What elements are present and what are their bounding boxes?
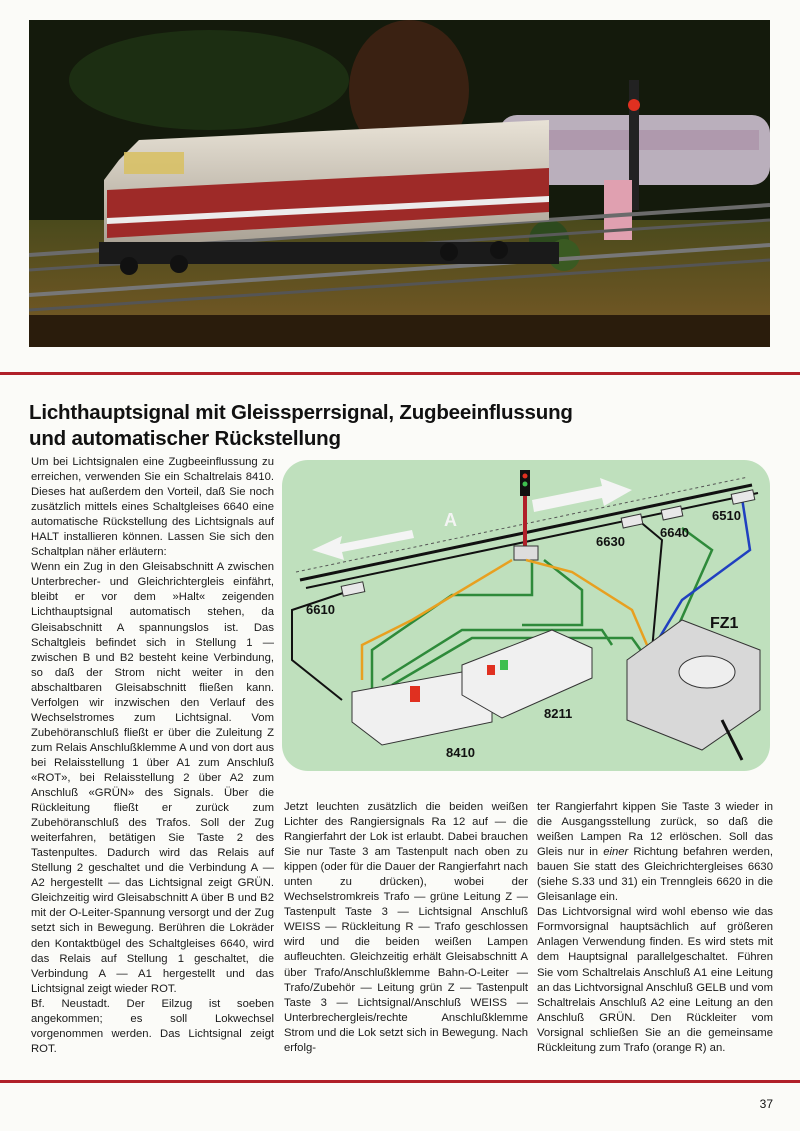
text-column-3 <box>537 800 773 1070</box>
label-6630: 6630 <box>596 534 625 549</box>
title-line-1: Lichthauptsignal mit Gleissperrsignal, Zugbeeinflussung <box>29 401 573 424</box>
label-6510: 6510 <box>712 508 741 523</box>
text-run: ter Rangierfahrt kippen Sie Taste 3 wieder in die Ausgangsstellung zurück, so daß die weißen Lampen Ra 12 erlöschen. Soll das Gleis nur in <box>537 801 773 859</box>
wiring-diagram-svg <box>282 460 770 771</box>
paragraph: Das Lichtvorsignal wird wohl ebenso wie das Formvorsignal hauptsächlich auf größeren Anlagen Verwendung finden. Es wird stets mit dem Hauptsignal parallelgeschaltet. Führen Sie vom Schaltrelais Anschluß A1 eine Leitung an das Lichtvorsignal Anschluß GELB und vom Schaltrelais Anschluß A2 eine Leitung an den Anschluß GRÜN. Den Rückleiter vom Vorsignal schließen Sie an die gemeinsame Rückleitung zum Trafo (orange R) an. <box>537 906 773 1054</box>
signal-mast <box>523 496 527 548</box>
paragraph: Jetzt leuchten zusätzlich die beiden weißen Lichter des Rangiersignals Ra 12 auf — die Rangierfahrt der Lok ist erlaubt. Dabei brauchen Sie nur Taste 3 am Tastenpult nach oben zu kippen (oder für die Dauer der Rangierfahrt nach unten zu drücken), wobei der Wechselstromkreis Trafo — grüne Leitung Z — Tastenpult Taste 3 — Lichtsignal Anschluß WEISS — Rückleitung R — Trafo geschlossen wird und die beiden weißen Lampen aufleuchten. Gleichzeitig erhält Gleisabschnitt A über Trafo/Anschlußklemme Bahn-O-Leiter — Trafo/Zubehör — Leitung grün Z — Tastenpult Taste 3 — Lichtsignal/Anschluß WEISS — Unterbrechergleis/rechte Anschlußklemme Strom und die Lok setzt sich in Bewegung. Nach erfolg- <box>284 801 528 1054</box>
page-number: 37 <box>759 1097 773 1111</box>
paragraph: Wenn ein Zug in den Gleisabschnitt A zwischen Unterbrecher- und Gleichrichtergleis einfährt, bleibt er vor dem »Halt« zeigenden Lichthauptsignal automatisch stehen, da Gleisabschnitt A spannungslos ist. Das Schaltgleis befindet sich in Stellung 1 — zwischen B und B2 besteht keine Verbindung, so daß der Strom nicht weiter in den abschaltbaren Gleisabschnitt fließen kann. Verfolgen wir inzwischen den Verlauf des Wechselstromes zum Lichtsignal. Vom Zubehöranschluß fließt er über die Zuleitung Z zum Relais Anschlußklemme A und von dort aus bei Relaisstellung 1 über A1 zum Anschluß «ROT», bei Relaisstellung 2 über A2 zum Anschluß «GRÜN» des Signals. Über die Rückleitung fließt er zurück zum Zubehöranschluß des Trafos. Soll der Zug weiterfahren, betätigen Sie Taste 2 des Tastenpultes. Dadurch wird das Relais auf Stellung 2 geschaltet und die Verbindung A — A2 hergestellt — das Lichtsignal zeigt GRÜN. Gleichzeitig wird Gleisabschnitt A über B und B2 mit der O-Leiter-Spannung versorgt und der Zug setzt sich in Bewegung. Berühren die Lokräder den Kontaktbügel des Schaltgleises 6640, wird das Relais auf Stellung 1 geschaltet, die Verbindung A — A1 hergestellt und das Lichtsignal zeigt wieder ROT. <box>31 561 274 995</box>
photo-illustration <box>29 20 770 347</box>
signal-base <box>514 546 538 560</box>
bottom-divider <box>0 1080 800 1083</box>
relay-lever <box>410 686 420 702</box>
transformer-dial <box>679 656 735 688</box>
top-divider <box>0 372 800 375</box>
label-6610: 6610 <box>306 602 335 617</box>
label-8410: 8410 <box>446 745 475 760</box>
label-6640: 6640 <box>660 525 689 540</box>
text-run: Richtung befahren werden, bauen Sie statt des Gleichrichtergleises 6630 (siehe S.33 und 31) ein Trenngleis 6620 in die Gleisanlage ein. <box>537 846 773 904</box>
text-column-2 <box>284 800 528 1070</box>
paragraph <box>537 800 773 905</box>
label-fz1: FZ1 <box>710 615 739 632</box>
section-label: A <box>444 510 457 530</box>
label-8211: 8211 <box>544 706 573 721</box>
emphasis-text: einer <box>603 846 629 859</box>
model-railway-photo <box>29 20 770 347</box>
wiring-diagram <box>282 460 770 771</box>
title-line-2: und automatischer Rückstellung <box>29 427 341 450</box>
paragraph: Bf. Neustadt. Der Eilzug ist soeben angekommen; es soll Lokwechsel vorgenommen werden. Das Lichtsignal zeigt ROT. <box>31 997 274 1055</box>
text-column-1 <box>31 455 274 1070</box>
paragraph: Um bei Lichtsignalen eine Zugbeeinflussung zu erreichen, verwenden Sie ein Schaltrelais 8410. Dieses hat außerdem den Vorteil, daß Sie noch zusätzlich mittels eines Schaltgleises 6640 eine automatische Rückstellung des Lichtsignals auf HALT installieren können. Lassen Sie sich den Schaltplan näher erläutern: <box>31 456 274 559</box>
page-title <box>29 400 789 452</box>
